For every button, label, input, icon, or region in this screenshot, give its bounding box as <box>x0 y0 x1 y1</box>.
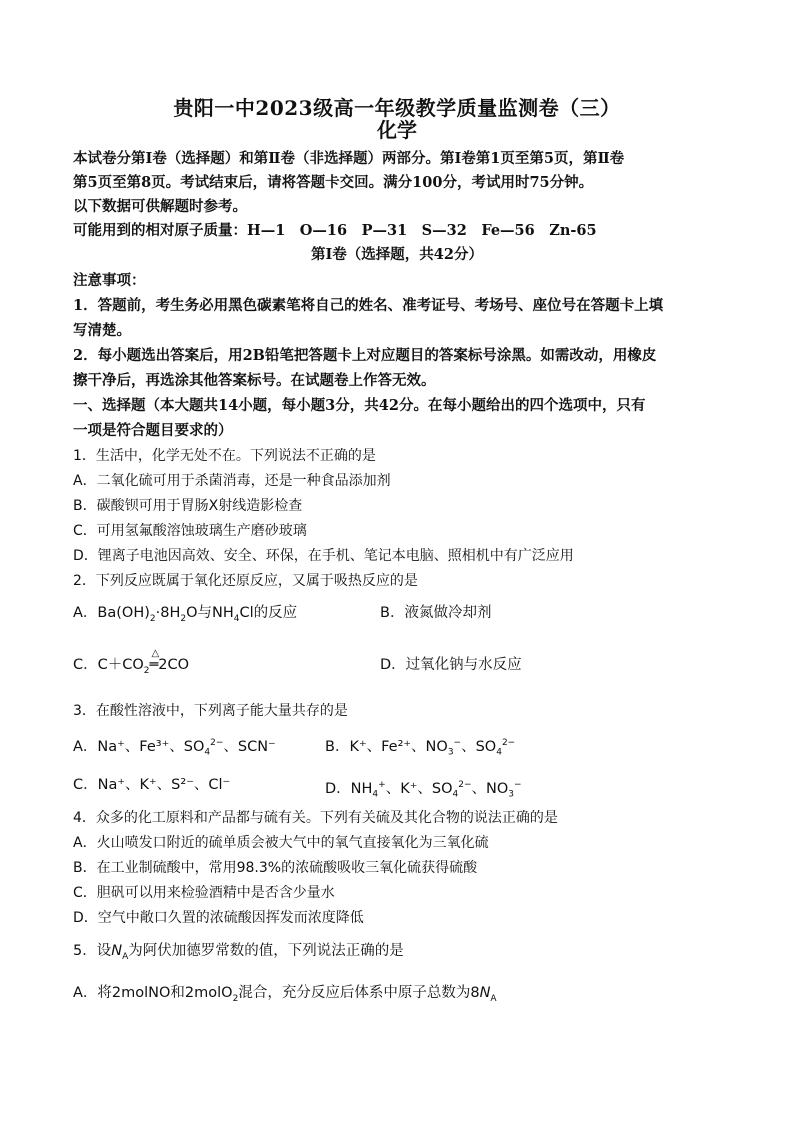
q2-a-formula-4: Cl的反应 <box>239 605 298 621</box>
q4-option-b: B．在工业制硫酸中，常用98.3%的浓硫酸吸收三氧化硫获得硫酸 <box>73 860 478 876</box>
q1-option-a: A．二氧化硫可用于杀菌消毒，还是一种食品添加剂 <box>73 473 391 489</box>
exam-title: 贵阳一中2023级高一年级教学质量监测卷（三） <box>173 96 621 120</box>
q3-a-sub: 4 <box>204 747 211 758</box>
q2-option-d: D．过氧化钠与水反应 <box>380 657 522 673</box>
q1-option-d: D．锂离子电池因高效、安全、环保，在手机、笔记本电脑、照相机中有广泛应用 <box>73 548 574 564</box>
q2-a-sub1: 2 <box>149 613 156 624</box>
q3-b-sub2: 4 <box>496 747 502 758</box>
q3-d-sub3: 3 <box>508 789 514 800</box>
q3-d-sub: 4 <box>372 789 379 800</box>
subject-title: 化学 <box>377 118 417 142</box>
q5-stem <box>73 942 404 966</box>
note-2-line-2: 擦干净后，再选涂其他答案标号。在试题卷上作答无效。 <box>73 372 436 389</box>
intro-line-1: 本试卷分第Ⅰ卷（选择题）和第Ⅱ卷（非选择题）两部分。第Ⅰ卷第1页至第5页，第Ⅱ卷 <box>73 150 625 167</box>
q1-option-c: C．可用氢氟酸溶蚀玻璃生产磨砂玻璃 <box>73 523 307 539</box>
q3-option-c: C．Na⁺、K⁺、S²⁻、Cl⁻ <box>73 777 231 793</box>
q3-d-sup: + <box>378 780 386 790</box>
q1-option-b: B．碳酸钡可用于胃肠X射线造影检查 <box>73 498 303 514</box>
q3-d-sub2: 4 <box>452 789 459 800</box>
q2-option-a <box>73 604 297 628</box>
q4-option-d: D．空气中敞口久置的浓硫酸因挥发而浓度降低 <box>73 910 364 926</box>
q3-d-sup2: 2− <box>458 780 472 790</box>
q4-option-c: C．胆矾可以用来检验酒精中是否含少量水 <box>73 885 335 901</box>
q5-a-na-symbol: N <box>479 985 491 1001</box>
q2-a-formula-2: ·8H <box>155 605 181 621</box>
q2-option-c <box>73 648 190 680</box>
q2-c-product: 2CO <box>158 657 190 673</box>
q5-stem-a: 5．设 <box>73 943 112 959</box>
q5-na-symbol: N <box>111 943 123 959</box>
q4-stem: 4．众多的化工原料和产品都与硫有关。下列有关硫及其化合物的说法正确的是 <box>73 810 558 826</box>
q2-option-b: B．液氮做冷却剂 <box>380 605 492 621</box>
q5-a-sub: 2 <box>232 993 239 1004</box>
note-1-line-2: 写清楚。 <box>73 322 131 339</box>
q3-a-tail: 、SCN⁻ <box>223 738 276 755</box>
note-1-line-1: 1．答题前，考生务必用黑色碳素笔将自己的姓名、准考证号、考场号、座位号在答题卡上填 <box>73 297 664 314</box>
q3-b-sub: 3 <box>447 747 454 758</box>
q2-a-formula: Ba(OH) <box>97 605 150 621</box>
note-2-line-1: 2．每小题选出答案后，用2B铅笔把答题卡上对应题目的答案标号涂黑。如需改动，用橡皮 <box>73 347 657 364</box>
q3-option-b <box>325 734 515 762</box>
q5-option-a <box>73 984 497 1008</box>
intro-line-3: 以下数据可供解题时参考。 <box>73 198 247 215</box>
heat-triangle-icon: △ <box>151 648 160 659</box>
q2-a-prefix: A． <box>73 605 98 621</box>
q1-stem: 1．生活中，化学无处不在。下列说法不正确的是 <box>73 448 376 464</box>
q5-a-na-sub: A <box>490 993 497 1004</box>
q3-option-a <box>73 734 276 762</box>
q2-a-sub2: 2 <box>180 613 187 624</box>
q3-b-mid: 、SO <box>461 738 497 755</box>
q3-b-sup2: 2− <box>501 738 516 748</box>
intro-line-2: 第5页至第8页。考试结束后，请将答题卡交回。满分100分，考试用时75分钟。 <box>73 174 594 191</box>
equals-sign: ═ <box>149 657 159 673</box>
q3-d-sup3: − <box>514 780 522 790</box>
q2-c-sub: 2 <box>143 665 150 676</box>
q3-b-sup: − <box>453 738 462 748</box>
q5-stem-b: 为阿伏加德罗常数的值，下列说法正确的是 <box>128 943 404 959</box>
q2-a-sub3: 4 <box>233 613 240 624</box>
q2-c-prefix: C．C＋CO <box>73 657 144 673</box>
q5-a-text: A．将2molNO和2molO <box>73 985 233 1001</box>
section-heading: 第Ⅰ卷（选择题，共42分） <box>311 246 483 263</box>
notes-heading: 注意事项： <box>73 272 146 289</box>
part1-heading-line-2: 一项是符合题目要求的） <box>73 422 233 439</box>
q4-option-a: A．火山喷发口附近的硫单质会被大气中的氧气直接氧化为三氧化硫 <box>73 835 489 851</box>
q3-d-mid: 、K⁺、SO <box>385 780 453 797</box>
q3-a-text: A．Na⁺、Fe³⁺、SO <box>73 738 205 755</box>
q3-d-mid2: 、NO <box>471 780 509 797</box>
q3-a-sup: 2− <box>210 738 224 748</box>
q2-stem: 2．下列反应既属于氧化还原反应，又属于吸热反应的是 <box>73 573 418 589</box>
q3-d-text: D．NH <box>325 780 373 797</box>
atomic-mass-line: 可能用到的相对原子质量：H—1 O—16 P—31 S—32 Fe—56 Zn-65 <box>73 222 597 239</box>
q2-a-formula-3: O与NH <box>186 605 234 621</box>
q5-na-sub: A <box>122 951 129 962</box>
q3-stem: 3．在酸性溶液中，下列离子能大量共存的是 <box>73 703 348 719</box>
part1-heading-line-1: 一、选择题（本大题共14小题，每小题3分，共42分。在每小题给出的四个选项中，只有 <box>73 397 646 414</box>
q3-b-text: B．K⁺、Fe²⁺、NO <box>325 738 448 755</box>
q5-a-text-2: 混合，充分反应后体系中原子总数为8 <box>238 985 480 1001</box>
q3-option-d <box>325 776 522 804</box>
heat-equation-sign <box>149 648 160 674</box>
